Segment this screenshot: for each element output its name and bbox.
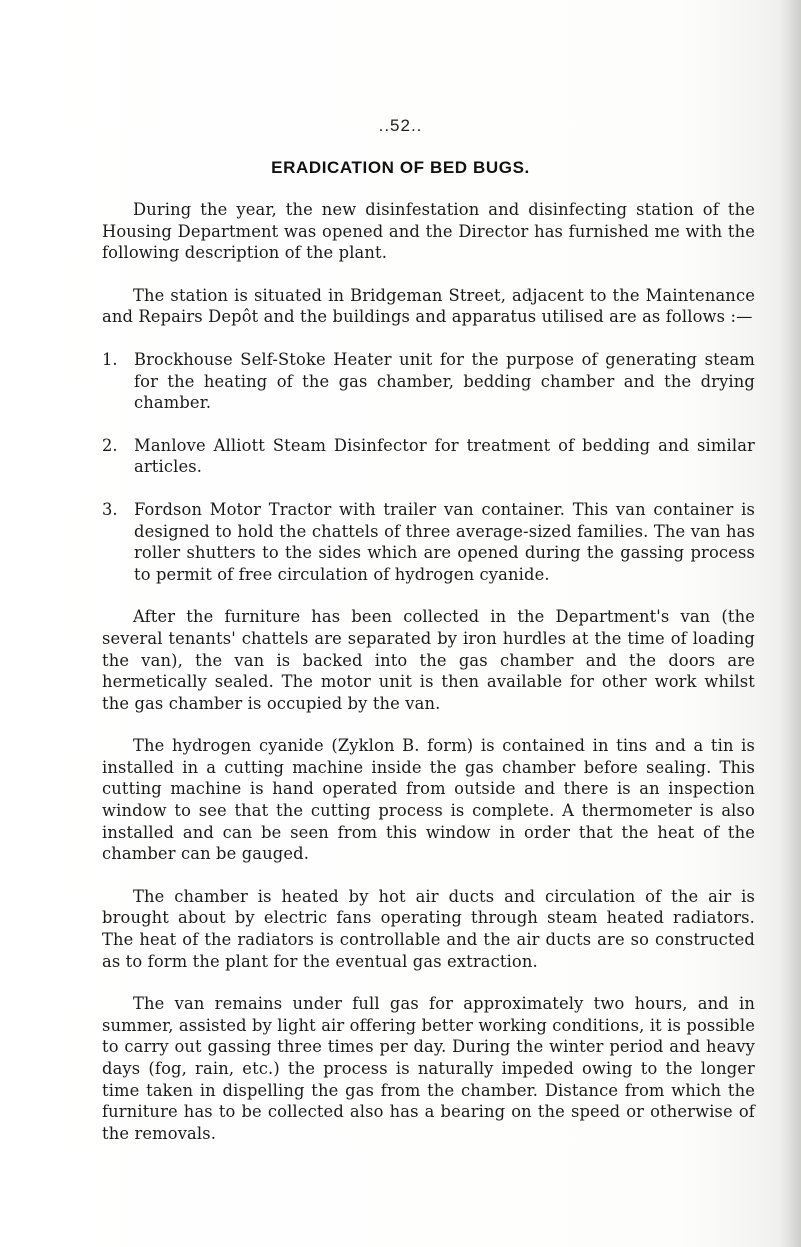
list-item <box>102 349 755 414</box>
list-item-number: 1. <box>102 349 118 369</box>
list-item-text: Fordson Motor Tractor with trailer van container. This van container is designed to hold the chattels of three average-sized families. The van has roller shutters to the sides which are opened during the gassing process to permit of free circulation of hydrogen cyanide. <box>134 499 755 584</box>
page-number: ..52.. <box>378 116 423 135</box>
page-edge-shadow <box>779 0 801 1247</box>
paragraph-body-3: The chamber is heated by hot air ducts and circulation of the air is brought about by electric fans operating through steam heated radiators. The heat of the radiators is controllable and the air ducts are so constructed as to form the plant for the eventual gas extraction. <box>102 886 755 971</box>
list-item-number: 2. <box>102 435 118 455</box>
paragraph-body-4: The van remains under full gas for approximately two hours, and in summer, assisted by light air offering better working conditions, it is possible to carry out gassing three times per day. During the winter period and heavy days (fog, rain, etc.) the process is naturally impeded owing to the longer time taken in dispelling the gas from the chamber. Distance from which the furniture has to be collected also has a bearing on the speed or otherwise of the removals. <box>102 994 755 1143</box>
list-item <box>102 499 755 585</box>
list-item-text: Brockhouse Self-Stoke Heater unit for the purpose of generating steam for the heating of the gas chamber, bedding chamber and the drying chamber. <box>134 349 755 413</box>
list-item-text: Manlove Alliott Steam Disinfector for treatment of bedding and similar articles. <box>134 435 755 477</box>
list-item-number: 3. <box>102 499 118 519</box>
paragraph-intro-1: During the year, the new disinfestation and disinfecting station of the Housing Department was opened and the Director has furnished me with the following description of the plant. <box>102 200 755 263</box>
paragraph-intro-2: The station is situated in Bridgeman Street, adjacent to the Maintenance and Repairs Depôt and the buildings and apparatus utilised are as follows :— <box>102 285 755 327</box>
paragraph-body-1: After the furniture has been collected in the Department's van (the several tenants' chattels are separated by iron hurdles at the time of loading the van), the van is backed into the gas chamber and the doors are hermetically sealed. The motor unit is then available for other work whilst the gas chamber is occupied by the van. <box>102 607 755 713</box>
document-body <box>102 199 755 1144</box>
page-title: ERADICATION OF BED BUGS. <box>271 158 530 177</box>
apparatus-list <box>102 349 755 585</box>
list-item <box>102 435 755 478</box>
paragraph-body-2: The hydrogen cyanide (Zyklon B. form) is contained in tins and a tin is installed in a cutting machine inside the gas chamber before sealing. This cutting machine is hand operated from outside and there is an inspection window to see that the cutting process is complete. A thermometer is also installed and can be seen from this window in order that the heat of the chamber can be gauged. <box>102 736 755 864</box>
